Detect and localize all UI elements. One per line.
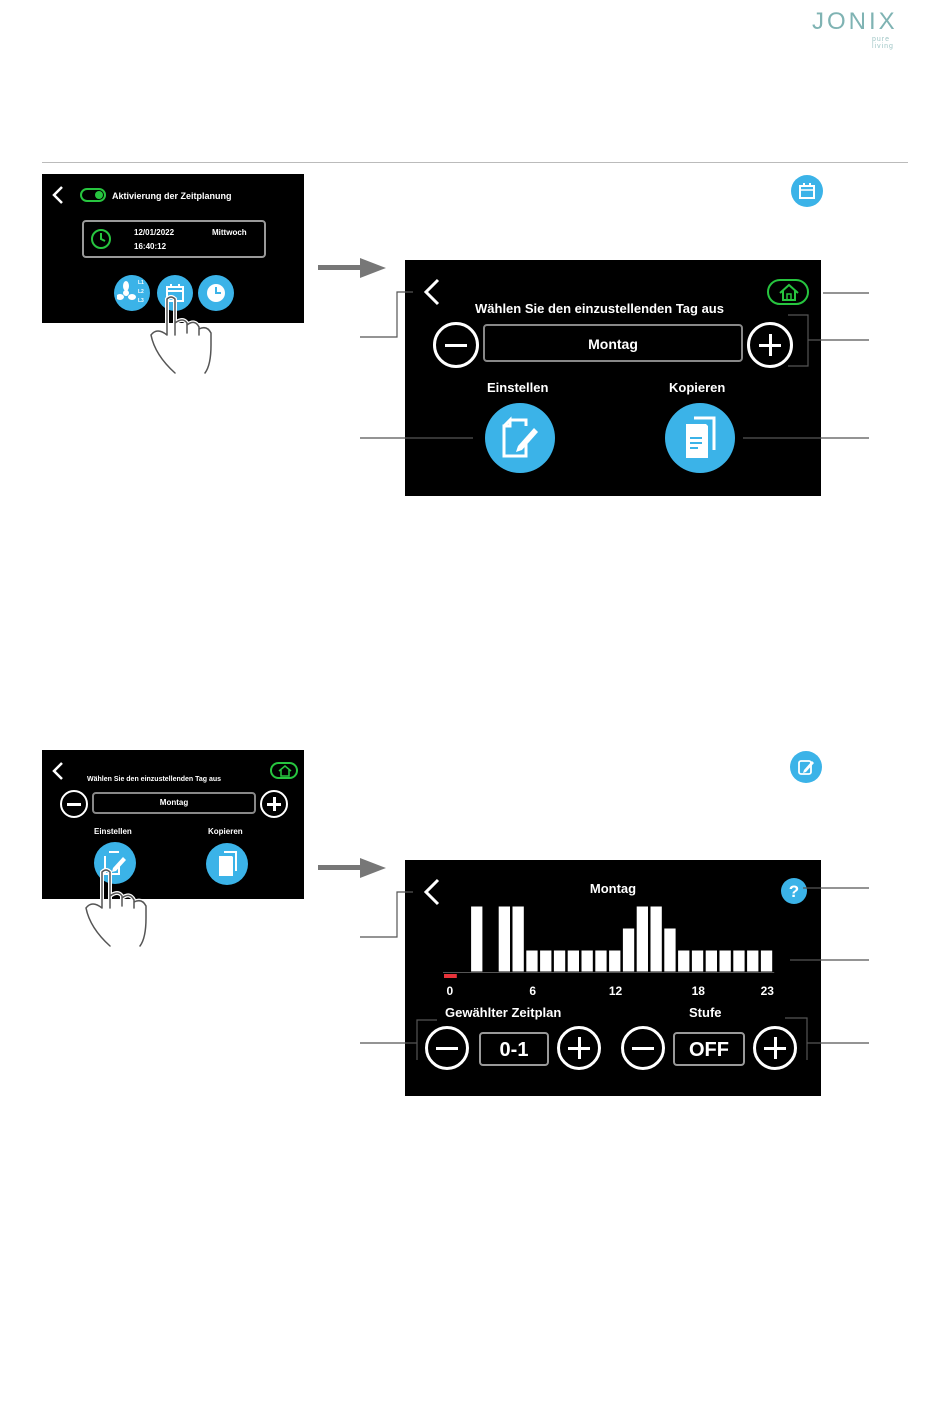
day-display	[92, 792, 256, 814]
copy-document-icon	[217, 851, 239, 877]
flow-arrow-head	[360, 258, 386, 278]
fan-level-l2: L2	[138, 289, 144, 295]
edit-icon	[797, 758, 815, 776]
schedule-label: Gewählter Zeitplan	[445, 1005, 562, 1020]
set-label: Einstellen	[94, 827, 132, 836]
time-text: 16:40:12	[134, 242, 167, 251]
weekday-text: Mittwoch	[212, 228, 247, 237]
day-decrement-button[interactable]	[60, 790, 88, 818]
home-button[interactable]	[270, 762, 298, 779]
question-mark-icon: ?	[788, 882, 800, 901]
day-value: Montag	[159, 798, 189, 807]
jonix-logo	[812, 8, 912, 48]
screen-title: Wählen Sie den einzustellenden Tag aus	[87, 776, 222, 783]
copy-button[interactable]	[206, 843, 248, 885]
back-arrow-icon[interactable]	[52, 186, 64, 204]
callout-lines	[355, 880, 875, 1060]
calendar-badge	[791, 175, 823, 207]
schedule-toggle[interactable]	[80, 188, 106, 202]
x-tick-12: 12	[608, 984, 623, 998]
tap-hand-icon	[80, 868, 155, 948]
flow-arrow-body	[318, 265, 362, 270]
clock-icon	[90, 228, 112, 250]
toggle-label: Aktivierung der Zeitplanung	[112, 191, 232, 201]
date-text: 12/01/2022	[134, 228, 175, 237]
back-arrow-icon[interactable]	[52, 762, 64, 780]
chart-title: Montag	[589, 881, 637, 896]
x-tick-0: 0	[446, 984, 454, 998]
callout-lines	[355, 280, 875, 450]
edit-badge	[790, 751, 822, 783]
datetime-panel	[82, 220, 266, 258]
fan-level-l1: L1	[138, 280, 144, 286]
home-icon	[278, 765, 292, 777]
level-value: OFF	[689, 1039, 729, 1061]
flow-arrow-head	[360, 858, 386, 878]
day-value: Montag	[588, 336, 638, 352]
set-label: Einstellen	[487, 380, 549, 395]
flow-arrow-body	[318, 865, 362, 870]
x-tick-18: 18	[691, 984, 705, 998]
screen-title: Wählen Sie den einzustellenden Tag aus	[475, 301, 724, 316]
x-tick-6: 6	[529, 984, 537, 998]
fan-level-l3: L3	[138, 298, 144, 304]
brand-tagline: pure living	[872, 36, 894, 50]
day-increment-button[interactable]	[260, 790, 288, 818]
copy-label: Kopieren	[669, 380, 726, 395]
calendar-icon	[798, 182, 816, 200]
level-label: Stufe	[689, 1005, 722, 1020]
brand-name: JONIX	[812, 8, 898, 35]
header-divider	[42, 162, 908, 163]
x-tick-23: 23	[760, 984, 774, 998]
tap-hand-icon	[145, 295, 220, 375]
schedule-value: 0-1	[499, 1039, 529, 1061]
copy-label: Kopieren	[208, 827, 243, 836]
